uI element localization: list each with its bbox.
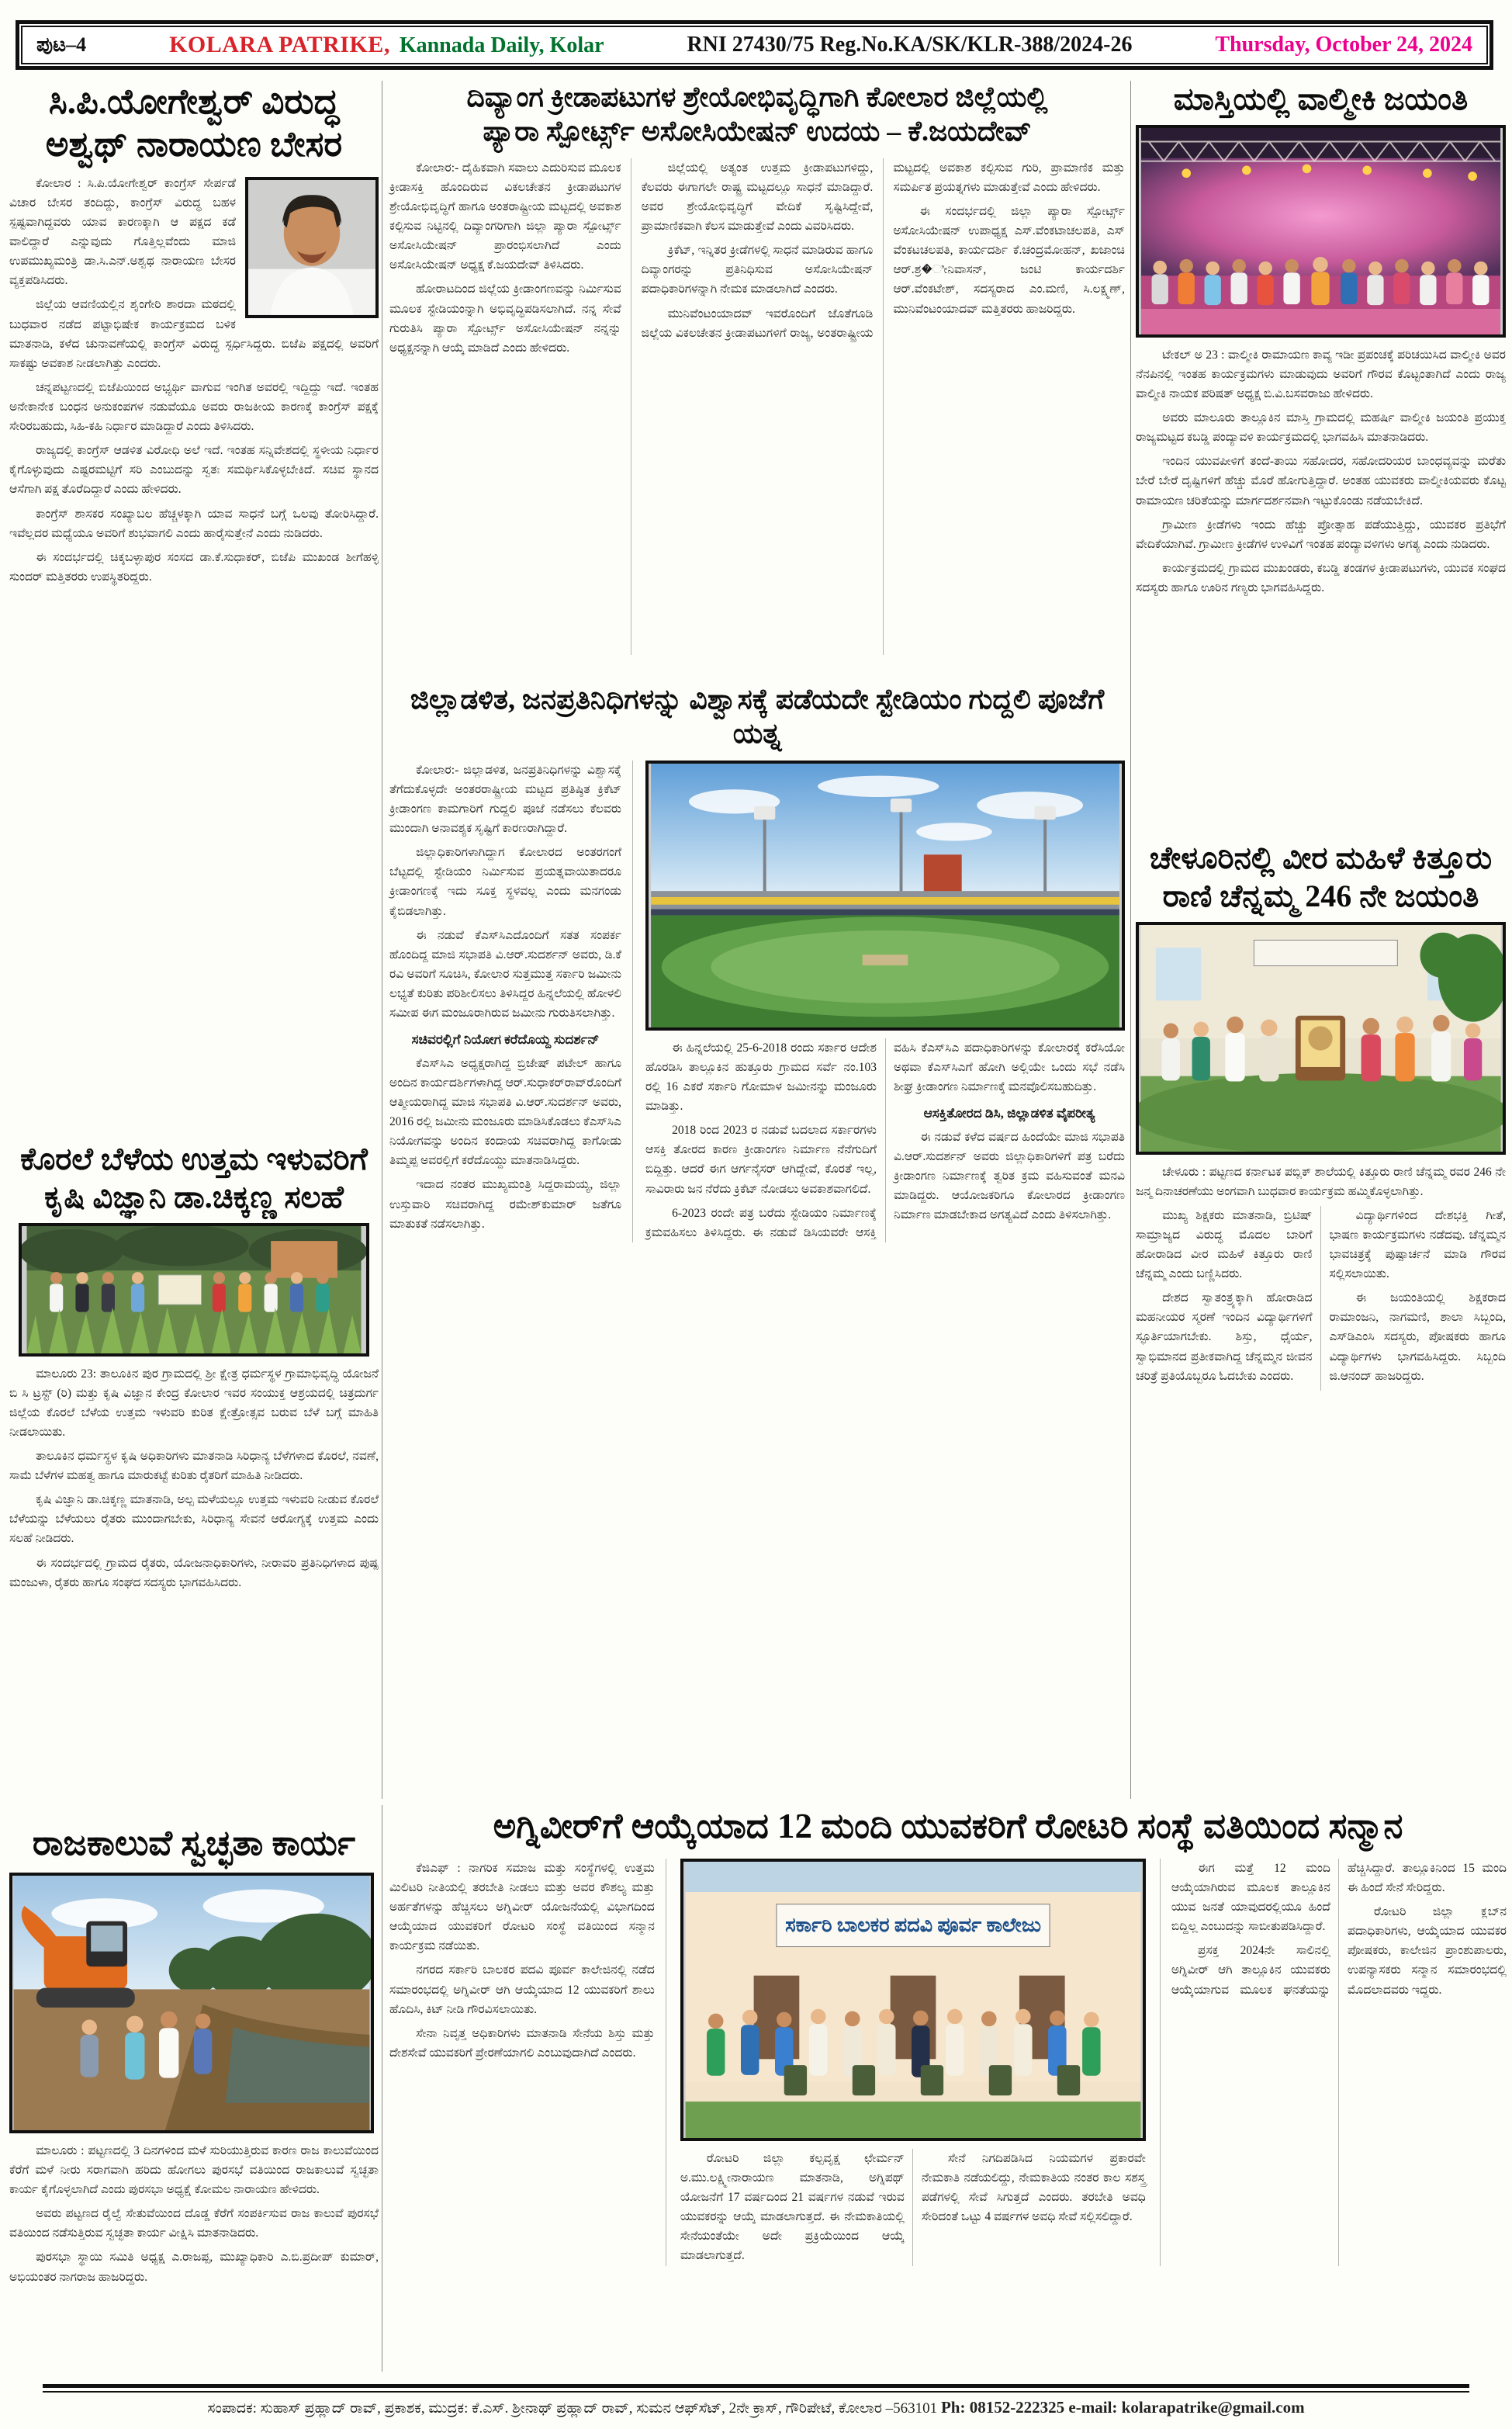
footer-rule-thick bbox=[43, 2384, 1469, 2388]
body-paragraph: ಅವರು ಮಾಲೂರು ತಾಲ್ಲೂಕಿನ ಮಾಸ್ತಿ ಗ್ರಾಮದಲ್ಲಿ ಮಹರ್ಷಿ ವಾಲ್ಮೀಕಿ ಜಯಂತಿ ಪ್ರಯುಕ್ತ ರಾಜ್ಯಮಟ್ಟದ ಕಬಡ್ಡಿ ಪಂದ್ಯಾವಳಿ ಕಾರ್ಯಕ್ರಮದಲ್ಲಿ ಭಾಗವಹಿಸಿ ಮಾತನಾಡಿದರು. bbox=[1136, 411, 1506, 445]
stadium-subhead-left: ಸಚಿವರಲ್ಲಿಗೆ ನಿಯೋಗ ಕರೆದೊಯ್ದ ಸುದರ್ಶನ್ bbox=[411, 1032, 600, 1048]
article-para-sports-headline-line2: ಪ್ಯಾರಾ ಸ್ಪೋರ್ಟ್ಸ್ ಅಸೋಸಿಯೇಷನ್ ಉದಯ – ಕೆ.ಜಯದೇವ್ bbox=[483, 115, 1032, 147]
article-chennamma-lead bbox=[1136, 1163, 1506, 1201]
body-paragraph: ಇದಾದ ನಂತರ ಮುಖ್ಯಮಂತ್ರಿ ಸಿದ್ದರಾಮಯ್ಯ, ಜಿಲ್ಲಾ ಉಸ್ತುವಾರಿ ಸಚಿವರಾಗಿದ್ದ ರಮೇಶ್‌ಕುಮಾರ್ ಜತೆಗೂ ಮಾತುಕತೆ ನಡೆಸಲಾಗಿತ್ತು. bbox=[389, 1178, 621, 1231]
body-paragraph: ರೋಟರಿ ಜಿಲ್ಲಾ ಕ್ಲಬ್‌ನ ಪದಾಧಿಕಾರಿಗಳು, ಆಯ್ಕೆಯಾದ ಯುವಕರ ಪೋಷಕರು, ಕಾಲೇಜಿನ ಪ್ರಾಂಶುಪಾಲರು, ಉಪನ್ಯಾಸಕರು ಸನ್ಮಾನ ಸಮಾರಂಭದಲ್ಲಿ ಮೊದಲಾದವರು ಇದ್ದರು. bbox=[1347, 1905, 1507, 1997]
footer-rule-thin bbox=[43, 2391, 1469, 2393]
body-paragraph: ಈಗ ಮತ್ತೆ 12 ಮಂದಿ ಆಯ್ಕೆಯಾಗಿರುವ ಮೂಲಕ ತಾಲ್ಲೂಕಿನ ಯುವ ಜನತೆ ಯಾವುದರಲ್ಲಿಯೂ ಹಿಂದೆ ಬಿದ್ದಿಲ್ಲ ಎಂಬುದನ್ನು ಸಾಬೀತುಪಡಿಸಿದ್ದಾರೆ. bbox=[1171, 1861, 1330, 1934]
body-paragraph: ಜಿಲ್ಲಾಧಿಕಾರಿಗಳಾಗಿದ್ದಾಗ ಕೋಲಾರದ ಅಂತರಗಂಗೆ ಬೆಟ್ಟದಲ್ಲಿ ಸ್ಟೇಡಿಯಂ ನಿರ್ಮಿಸುವ ಪ್ರಯತ್ನವಾಯಿತಾದರೂ ಕ್ರೀಡಾಂಗಣಕ್ಕೆ ಇದು ಸೂಕ್ತ ಸ್ಥಳವಲ್ಲ ಎಂದು ಮನಗಂಡು ಕೈಬಿಡಲಾಗಿತ್ತು. bbox=[389, 846, 621, 918]
publisher-text: ಸಂಪಾದಕ: ಸುಹಾಸ್ ಪ್ರಹ್ಲಾದ್ ರಾವ್, ಪ್ರಕಾಶಕ, ಮುದ್ರಕ: ಕೆ.ಎಸ್. ಶ್ರೀನಾಥ್ ಪ್ರಹ್ಲಾದ್ ರಾವ್, ಸುಮನ ಆಫ್‌ಸೆಟ್, 2ನೇ ಕ್ರಾಸ್, ಗೌರಿಪೇಟೆ, ಕೋಲಾರ –563101 bbox=[207, 2400, 938, 2417]
body-paragraph: ಮಾಲೂರು : ಪಟ್ಟಣದಲ್ಲಿ 3 ದಿನಗಳಿಂದ ಮಳೆ ಸುರಿಯುತ್ತಿರುವ ಕಾರಣ ರಾಜ ಕಾಲುವೆಯಿಂದ ಕೆರೆಗೆ ಮಳೆ ನೀರು ಸರಾಗವಾಗಿ ಹರಿದು ಹೋಗಲು ಪುರಸಭೆ ವತಿಯಿಂದ ರಾಜಕಾಲುವೆ ಸ್ವಚ್ಛತಾ ಕಾರ್ಯ ಕೈಗೊಳ್ಳಲಾಗಿದೆ ಎಂದು ಪುರಸಭಾ ಅಧ್ಯಕ್ಷೆ ಕೋಮಲ ನಾರಾಯಣ ಹೇಳಿದರು. bbox=[9, 2143, 379, 2197]
article-agniveer-left-column bbox=[389, 1859, 666, 2266]
stadium-left-paragraphs2 bbox=[389, 1054, 621, 1234]
article-agniveer-right-columns bbox=[1160, 1859, 1507, 2266]
article-stadium-left-column bbox=[389, 761, 633, 1242]
page-number-label: ಪುಟ–4 bbox=[36, 33, 87, 56]
chennamma-lead-paragraph: ಚೇಳೂರು : ಪಟ್ಟಣದ ಕರ್ನಾಟಕ ಪಬ್ಲಿಕ್ ಶಾಲೆಯಲ್ಲಿ ಕಿತ್ತೂರು ರಾಣಿ ಚೆನ್ನಮ್ಮ ರವರ 246 ನೇ ಜನ್ಮ ದಿನಾಚರಣೆಯು ಅಂಗವಾಗಿ ಬುಧವಾರ ಕಾರ್ಯಕ್ರಮ ಹಮ್ಮಿಕೊಳ್ಳಲಾಗಿತ್ತು. bbox=[1136, 1165, 1506, 1198]
article-agniveer-headline: ಅಗ್ನಿವೀರ್‌ಗೆ ಆಯ್ಕೆಯಾದ 12 ಮಂದಿ ಯುವಕರಿಗೆ ರೋಟರಿ ಸಂಸ್ಥೆ ವತಿಯಿಂದ ಸನ್ಮಾನ bbox=[493, 1807, 1403, 1845]
article-agniveer bbox=[389, 1805, 1507, 2365]
article-chennamma bbox=[1136, 840, 1506, 1794]
body-paragraph: ಜಿಲ್ಲೆಯಲ್ಲಿ ಅತ್ಯಂತ ಉತ್ತಮ ಕ್ರೀಡಾಪಟುಗಳಿದ್ದು, ಕೆಲವರು ಈಗಾಗಲೇ ರಾಷ್ಟ್ರ ಮಟ್ಟದಲ್ಲೂ ಸಾಧನೆ ಮಾಡಿದ್ದಾರೆ. ಅವರ ಶ್ರೇಯೋಭಿವೃದ್ಧಿಗೆ ವೇದಿಕೆ ಸೃಷ್ಟಿಸಿದ್ದೇವೆ, ಪ್ರಾಮಾಣಿಕವಾಗಿ ಕೆಲಸ ಮಾಡುತ್ತೇವೆ ಎಂದು ವಿವರಿಸಿದರು. bbox=[641, 161, 874, 234]
body-paragraph: ವಿದ್ಯಾರ್ಥಿಗಳಿಂದ ದೇಶಭಕ್ತಿ ಗೀತೆ, ಭಾಷಣ ಕಾರ್ಯಕ್ರಮಗಳು ನಡೆದವು. ಚೆನ್ನಮ್ಮನ ಭಾವಚಿತ್ರಕ್ಕೆ ಪುಷ್ಪಾರ್ಚನೆ ಮಾಡಿ ಗೌರವ ಸಲ್ಲಿಸಲಾಯಿತು. bbox=[1329, 1208, 1506, 1281]
article-para-sports bbox=[389, 81, 1125, 680]
stadium-subhead-right: ಆಸಕ್ತಿತೋರದ ಡಿಸಿ, ಜಿಲ್ಲಾಡಳಿತ ವೈಪರೀತ್ಯ bbox=[923, 1106, 1095, 1121]
article-cp-yogeshwar-headline: ಸಿ.ಪಿ.ಯೋಗೇಶ್ವರ್ ವಿರುದ್ಧ ಅಶ್ವಥ್ ನಾರಾಯಣ ಬೇಸರ bbox=[45, 82, 343, 164]
body-paragraph: ಸೇನೆ ನಿಗದಿಪಡಿಸಿದ ನಿಯಮಗಳ ಪ್ರಕಾರವೇ ನೇಮಕಾತಿ ನಡೆಯಲಿದ್ದು, ನೇಮಕಾತಿಯ ನಂತರ ಕಾಲ ಸಶಸ್ತ್ರ ಪಡೆಗಳಲ್ಲಿ ಸೇವೆ ಸಿಗುತ್ತದೆ ಎಂದರು. ತರಬೇತಿ ಅವಧಿ ಸೇರಿದಂತೆ ಒಟ್ಟು 4 ವರ್ಷಗಳ ಅವಧಿ ಸೇವೆ ಸಲ್ಲಿಸಲಿದ್ದಾರೆ. bbox=[921, 2151, 1146, 2224]
body-paragraph: ದೇಶದ ಸ್ವಾತಂತ್ರ್ಯಕ್ಕಾಗಿ ಹೋರಾಡಿದ ಮಹನೀಯರ ಸ್ಮರಣೆ ಇಂದಿನ ವಿದ್ಯಾರ್ಥಿಗಳಿಗೆ ಸ್ಫೂರ್ತಿಯಾಗಬೇಕು. ಶಿಸ್ತು, ಧೈರ್ಯ, ಸ್ವಾಭಿಮಾನದ ಪ್ರತೀಕವಾಗಿದ್ದ ಚೆನ್ನಮ್ಮನ ಜೀವನ ಚರಿತ್ರೆ ಪ್ರತಿಯೊಬ್ಬರೂ ಓದಬೇಕು ಎಂದರು. bbox=[1136, 1291, 1313, 1383]
article-para-sports-body bbox=[389, 158, 1125, 655]
body-paragraph: ಈ ಜಯಂತಿಯಲ್ಲಿ ಶಿಕ್ಷಕರಾದ ರಾಮಾಂಜನಿ, ನಾಗಮಣಿ, ಶಾಲಾ ಸಿಬ್ಬಂದಿ, ಎಸ್‌ಡಿಎಂಸಿ ಸದಸ್ಯರು, ಪೋಷಕರು ಹಾಗೂ ವಿದ್ಯಾರ್ಥಿಗಳು ಭಾಗವಹಿಸಿದ್ದರು. ಸಿಬ್ಬಂದಿ ಜಿ.ಆನಂದ್ ಹಾಜರಿದ್ದರು. bbox=[1329, 1291, 1506, 1383]
body-paragraph: ಪ್ರಸಕ್ತ 2024ನೇ ಸಾಲಿನಲ್ಲಿ ಅಗ್ನಿವೀರ್ ಆಗಿ ತಾಲ್ಲೂಕಿನ ಯುವಕರು ಆಯ್ಕೆಯಾಗುವ ಮೂಲಕ ಘನತೆಯನ್ನು ಹೆಚ್ಚಿಸಿದ್ದಾರೆ. ತಾಲ್ಲೂಕಿನಿಂದ 15 ಮಂದಿ ಈ ಹಿಂದೆ ಸೇನೆ ಸೇರಿದ್ದರು. bbox=[1171, 1861, 1507, 1997]
body-paragraph: ಇಂದಿನ ಯುವಪೀಳಿಗೆ ತಂದೆ-ತಾಯಿ ಸಹೋದರ, ಸಹೋದರಿಯರ ಬಾಂಧವ್ಯವನ್ನು ಮರೆತು ಬೇರೆ ಬೇರೆ ದೃಷ್ಟಿಗಳಿಗೆ ಹೆಚ್ಚು ಮೊರೆ ಹೋಗುತ್ತಿದ್ದಾರೆ. ಅಂತಹ ಯುವಕರು ವಾಲ್ಮೀಕಿಯವರು ಕೊಟ್ಟ ರಾಮಾಯಣ ಚರಿತೆಯನ್ನು ಮಾರ್ಗದರ್ಶನವಾಗಿ ಇಟ್ಟುಕೊಂಡು ನಡೆಯಬೇಕಿದೆ. bbox=[1136, 455, 1506, 508]
registration-number: RNI 27430/75 Reg.No.KA/SK/KLR-388/2024-26 bbox=[687, 33, 1133, 57]
article-chennamma-headline-line2: ರಾಣಿ ಚೆನ್ನಮ್ಮ 246 ನೇ ಜಯಂತಿ bbox=[1162, 878, 1479, 913]
body-paragraph: ಈ ಸಂದರ್ಭದಲ್ಲಿ ಗ್ರಾಮದ ರೈತರು, ಯೋಜನಾಧಿಕಾರಿಗಳು, ನೀರಾವರಿ ಪ್ರತಿನಿಧಿಗಳಾದ ಪುಷ್ಪ ಮಂಜುಳಾ, ರೈತರು ಹಾಗೂ ಸಂಘದ ಸದಸ್ಯರು ಭಾಗವಹಿಸಿದರು. bbox=[9, 1556, 379, 1589]
body-paragraph: ಕಾರ್ಯಕ್ರಮದಲ್ಲಿ ಗ್ರಾಮದ ಮುಖಂಡರು, ಕಬಡ್ಡಿ ತಂಡಗಳ ಕ್ರೀಡಾಪಟುಗಳು, ಯುವಕ ಸಂಘದ ಸದಸ್ಯರು ಹಾಗೂ ಊರಿನ ಗಣ್ಯರು ಭಾಗವಹಿಸಿದ್ದರು. bbox=[1136, 561, 1506, 594]
masthead bbox=[16, 20, 1493, 70]
body-paragraph: ಮುನಿವೆಂಟಂಯಾದವ್ ಇವರೊಂದಿಗೆ ಜೊತೆಗೂಡಿ ಜಿಲ್ಲೆಯ ವಿಕಲಚೇತನ ಕ್ರೀಡಾಪಟುಗಳಿಗೆ ರಾಜ್ಯ, ಅಂತರಾಷ್ಟ್ರೀಯ ಮಟ್ಟದಲ್ಲಿ ಅವಕಾಶ ಕಲ್ಪಿಸುವ ಗುರಿ, ಪ್ರಾಮಾಣಿಕ ಮತ್ತು ಸಮರ್ಪಿತ ಪ್ರಯತ್ನಗಳು ಮಾಡುತ್ತೇವೆ ಎಂದು ಹೇಳಿದರು. bbox=[641, 161, 1125, 340]
ashwath-narayan-portrait-photo bbox=[245, 177, 379, 318]
body-paragraph: ಈ ನಡುವೆ ಕಳೆದ ವರ್ಷದ ಹಿಂದೆಯೇ ಮಾಜಿ ಸಭಾಪತಿ ವಿ.ಆರ್.ಸುದರ್ಶನ್ ಅವರು ಜಿಲ್ಲಾಧಿಕಾರಿಗಳಿಗೆ ಪತ್ರ ಬರೆದು ಕ್ರೀಡಾಂಗಣ ನಿರ್ಮಾಣಕ್ಕೆ ತ್ವರಿತ ಕ್ರಮ ವಹಿಸುವಂತೆ ಮನವಿ ಮಾಡಿದ್ದರು. ಆಯೋಜಕರಿಗೂ ಕೋಲಾರದ ಕ್ರೀಡಾಂಗಣ ನಿರ್ಮಾಣ ಮಾಡಬೇಕಾದ ಅಗತ್ಯವಿದೆ ಎಂದು ತಿಳಿಸಲಾಗಿತ್ತು. bbox=[894, 1130, 1125, 1222]
body-paragraph: ಹೋರಾಟದಿಂದ ಜಿಲ್ಲೆಯ ಕ್ರೀಡಾಂಗಣವನ್ನು ನಿರ್ಮಿಸುವ ಮೂಲಕ ಸ್ಟೇಡಿಯಂನ್ನಾಗಿ ಅಭಿವೃದ್ಧಿಪಡಿಸಲಾಗಿದೆ. ನನ್ನ ಸೇವೆ ಗುರುತಿಸಿ ಪ್ಯಾರಾ ಸ್ಪೋರ್ಟ್ಸ್ ಅಸೋಸಿಯೇಷನ್ ನನ್ನನ್ನು ಅಧ್ಯಕ್ಷನನ್ನಾಗಿ ಆಯ್ಕೆ ಮಾಡಿದೆ ಎಂದು ಹೇಳಿದರು. bbox=[389, 282, 621, 355]
article-stadium bbox=[389, 683, 1125, 1785]
body-paragraph: ಈ ಸಂದರ್ಭದಲ್ಲಿ ಚಿಕ್ಕಬಳ್ಳಾಪುರ ಸಂಸದ ಡಾ.ಕೆ.ಸುಧಾಕರ್, ಬಿಜೆಪಿ ಮುಖಂಡ ಶೀಗೆಹಳ್ಳಿ ಸುಂದರ್ ಮತ್ತಿತರರು ಉಪಸ್ಥಿತರಿದ್ದರು. bbox=[9, 550, 379, 584]
paper-title-group bbox=[169, 32, 604, 58]
agniveer-college-photo bbox=[680, 1859, 1146, 2141]
body-paragraph: ಮಾಲೂರು 23: ತಾಲೂಕಿನ ಪುರ ಗ್ರಾಮದಲ್ಲಿ ಶ್ರೀ ಕ್ಷೇತ್ರ ಧರ್ಮಸ್ಥಳ ಗ್ರಾಮಾಭಿವೃದ್ಧಿ ಯೋಜನೆ ಬಿ ಸಿ ಟ್ರಸ್ಟ್ (ರಿ) ಮತ್ತು ಕೃಷಿ ವಿಜ್ಞಾನ ಕೇಂದ್ರ ಕೋಲಾರ ಇವರ ಸಂಯುಕ್ತ ಆಶ್ರಯದಲ್ಲಿ ಚಿತ್ರದುರ್ಗ ಜಿಲ್ಲೆಯ ಕೊರಲೆ ಬೆಳೆಯ ಉತ್ತಮ ಇಳುವರಿ ಕುರಿತ ಕ್ಷೇತ್ರೋತ್ಸವ ಬರುವ ಬೆಳೆ ಬಗ್ಗೆ ಮಾಹಿತಿ ನೀಡಲಾಯಿತು. bbox=[9, 1367, 379, 1439]
article-rajakaluve bbox=[9, 1822, 379, 2365]
body-paragraph: ರೋಟರಿ ಜಿಲ್ಲಾ ಕಲ್ಪವೃಕ್ಷ ಛೇರ್ಮನ್ ಅ.ಮು.ಲಕ್ಷ್ಮೀನಾರಾಯಣ ಮಾತನಾಡಿ, ಅಗ್ನಿಪಥ್ ಯೋಜನೆಗೆ 17 ವರ್ಷದಿಂದ 21 ವರ್ಷಗಳ ನಡುವೆ ಇರುವ ಯುವಕರನ್ನು ಆಯ್ಕೆ ಮಾಡಲಾಗುತ್ತದೆ. ಈ ನೇಮಕಾತಿಯಲ್ಲಿ ಸೇನೆಯಂತೆಯೇ ಅದೇ ಪ್ರಕ್ರಿಯೆಯಿಂದ ಆಯ್ಕೆ ಮಾಡಲಾಗುತ್ತದೆ. bbox=[680, 2151, 905, 2263]
canal-cleaning-excavator-photo bbox=[9, 1873, 374, 2133]
body-paragraph: ಪುರಸಭಾ ಸ್ಥಾಯಿ ಸಮಿತಿ ಅಧ್ಯಕ್ಷ ಎ.ರಾಜಪ್ಪ, ಮುಖ್ಯಾಧಿಕಾರಿ ಎ.ಬಿ.ಪ್ರದೀಪ್ ಕುಮಾರ್, ಅಭಿಯಂತರ ನಾಗರಾಜ ಹಾಜರಿದ್ದರು. bbox=[9, 2251, 379, 2284]
article-chennamma-body bbox=[1136, 1206, 1506, 1391]
article-agniveer-center-columns bbox=[680, 2149, 1146, 2266]
body-paragraph: ಕೆಜಿಎಫ್ : ನಾಗರಿಕ ಸಮಾಜ ಮತ್ತು ಸಂಸ್ಥೆಗಳಲ್ಲಿ ಉತ್ತಮ ಮಿಲಿಟರಿ ನೀತಿಯಲ್ಲಿ ತರಬೇತಿ ನೀಡಲು ಮತ್ತು ಅವರ ಕೌಶಲ್ಯ ಮತ್ತು ಅರ್ಹತೆಗಳನ್ನು ಹೆಚ್ಚಿಸಲು ಅಗ್ನಿವೀರ್ ಯೋಜನೆಯಲ್ಲಿ ವಿಭಾಗದಿಂದ ಆಯ್ಕೆಯಾದ ಯುವಕರಿಗೆ ರೋಟರಿ ಸಂಸ್ಥೆ ವತಿಯಿಂದ ಸನ್ಮಾನ ಕಾರ್ಯಕ್ರಮ ನಡೆಯಿತು. bbox=[389, 1861, 655, 1953]
stadium-left-paragraphs bbox=[389, 761, 621, 1023]
article-rajakaluve-body bbox=[9, 2141, 379, 2287]
article-korale-headline: ಕೊರಲೆ ಬೆಳೆಯ ಉತ್ತಮ ಇಳುವರಿಗೆ ಕೃಷಿ ವಿಜ್ಞಾನಿ ಡಾ.ಚಿಕ್ಕಣ್ಣ ಸಲಹೆ bbox=[20, 1142, 368, 1214]
body-paragraph: ಈ ನಡುವೆ ಕೆಎಸ್‌ಸಿಎದೊಂದಿಗೆ ಸತತ ಸಂಪರ್ಕ ಹೊಂದಿದ್ದ ಮಾಜಿ ಸಭಾಪತಿ ವಿ.ಆರ್.ಸುದರ್ಶನ್ ಅವರು, ಡಿ.ಕೆ ರವಿ ಅವರಿಗೆ ಸೂಚಿಸಿ, ಕೋಲಾರ ಸುತ್ತಮುತ್ತ ಸರ್ಕಾರಿ ಜಮೀನು ಲಭ್ಯತೆ ಕುರಿತು ಪರಿಶೀಲಿಸಲು ತಿಳಿಸಿದ್ದರ ಹಿನ್ನಲೆಯಲ್ಲಿ ಹೋಳಲಿ ಸಮೀಪ ಈಗ ಮಂಜೂರಾಗಿರುವ ಜಮೀನು ಗುರುತಿಸಲಾಗಿತ್ತು. bbox=[389, 928, 621, 1020]
article-valmiki bbox=[1136, 81, 1506, 841]
article-korale bbox=[9, 1141, 379, 1816]
chennamma-jayanti-photo bbox=[1136, 922, 1506, 1155]
body-paragraph: 6-2023 ರಂದೇ ಪತ್ರ ಬರೆದು ಸ್ಟೇಡಿಯಂ ನಿರ್ಮಾಣಕ್ಕೆ ಕ್ರಮವಹಿಸಲು ತಿಳಿಸಿದ್ದರು. ಈ ನಡುವೆ ಡಿಸಿಯವರೇ ಆಸಕ್ತಿ ವಹಿಸಿ ಕೆಎಸ್‌ಸಿಎ ಪದಾಧಿಕಾರಿಗಳನ್ನು ಕೋಲಾರಕ್ಕೆ ಕರೆಸಿಯೋ ಅಥವಾ ಕೆಎಸ್‌ಸಿಎಗೆ ಹೋಗಿ ಅಲ್ಲಿಯೇ ಒಂದು ಸಭೆ ನಡೆಸಿ ಶೀಘ್ರ ಕ್ರೀಡಾಂಗಣ ನಿರ್ಮಾಣಕ್ಕೆ ಮನವೊಲಿಸಬಹುದಿತ್ತು. bbox=[645, 1041, 1125, 1239]
article-cp-yogeshwar bbox=[9, 81, 379, 1136]
issue-date: Thursday, October 24, 2024 bbox=[1215, 33, 1472, 57]
paper-subtitle: Kannada Daily, Kolar bbox=[399, 33, 604, 57]
body-paragraph: ಜಿಲ್ಲೆಯ ಆವಣಿಯಲ್ಲಿನ ಶೃಂಗೇರಿ ಶಾರದಾ ಮಠದಲ್ಲಿ ಬುಧವಾರ ನಡೆದ ಪಟ್ಟಾಭಿಷೇಕ ಕಾರ್ಯಕ್ರಮದ ಬಳಿಕ ಮಾತನಾಡಿ, ಕಳೆದ ಚುನಾವಣೆಯಲ್ಲಿ ಕಾಂಗ್ರೆಸ್ ವಿರುದ್ಧ ಸ್ಪರ್ಧಿಸಿದ್ದರು. ಬಿಜೆಪಿ ಪಕ್ಷದಲ್ಲಿ ಅವರಿಗೆ ಸಾಕಷ್ಟು ಅವಕಾಶ ನೀಡಲಾಗಿತ್ತು ಎಂದರು. bbox=[9, 298, 379, 370]
body-paragraph: ತಾಲೂಕಿನ ಧರ್ಮಸ್ಥಳ ಕೃಷಿ ಅಧಿಕಾರಿಗಳು ಮಾತನಾಡಿ ಸಿರಿಧಾನ್ಯ ಬೆಳೆಗಳಾದ ಕೊರಲೆ, ನವಣೆ, ಸಾಮೆ ಬೆಳೆಗಳ ಮಹತ್ವ ಹಾಗೂ ಮಾರುಕಟ್ಟೆ ಕುರಿತು ರೈತರಿಗೆ ಮಾಹಿತಿ ನೀಡಿದರು. bbox=[9, 1450, 379, 1483]
column-divider bbox=[1130, 81, 1131, 1799]
body-paragraph: ಈ ಹಿನ್ನಲೆಯಲ್ಲಿ 25-6-2018 ರಂದು ಸರ್ಕಾರ ಆದೇಶ ಹೊರಡಿಸಿ ತಾಲ್ಲೂಕಿನ ಹುತ್ತೂರು ಗ್ರಾಮದ ಸರ್ವೆ ನಂ.103 ರಲ್ಲಿ 16 ಎಕರೆ ಸರ್ಕಾರಿ ಗೋಮಾಳ ಜಮೀನನ್ನು ಮಂಜೂರು ಮಾಡಿತ್ತು. bbox=[645, 1041, 877, 1114]
article-stadium-headline: ಜಿಲ್ಲಾಡಳಿತ, ಜನಪ್ರತಿನಿಧಿಗಳನ್ನು ವಿಶ್ವಾಸಕ್ಕೆ ಪಡೆಯದೇ ಸ್ಟೇಡಿಯಂ ಗುದ್ದಲಿ ಪೂಜೆಗೆ ಯತ್ನ bbox=[410, 684, 1105, 749]
article-valmiki-body bbox=[1136, 345, 1506, 598]
body-paragraph: ಈ ಸಂದರ್ಭದಲ್ಲಿ ಜಿಲ್ಲಾ ಪ್ಯಾರಾ ಸ್ಪೋರ್ಟ್ಸ್ ಅಸೋಸಿಯೇಷನ್ ಉಪಾಧ್ಯಕ್ಷ ಎಸ್.ವೆಂಕಟಾಚಲಪತಿ, ಎಸ್ ವೆಂಕಟಚಲಪತಿ, ಕಾರ್ಯದರ್ಶಿ ಕೆ.ಚಂದ್ರಮೋಹನ್, ಖಜಾಂಚಿ ಆರ್.ಶ್ರ�ೀನಿವಾಸನ್, ಜಂಟಿ ಕಾರ್ಯದರ್ಶಿ ಆರ್.ವೆಂಕಟೇಶ್, ಸದಸ್ಯರಾದ ಎಂ.ಮಣಿ, ಸಿ.ಲಕ್ಷ್ಮಣ್, ಮುನಿವೆಂಟಂಯಾದವ್ ಮತ್ತಿತರರು ಹಾಜರಿದ್ದರು. bbox=[893, 205, 1125, 316]
body-paragraph: ಸೇನಾ ನಿವೃತ್ತ ಅಧಿಕಾರಿಗಳು ಮಾತನಾಡಿ ಸೇನೆಯ ಶಿಸ್ತು ಮತ್ತು ದೇಶಸೇವೆ ಯುವಕರಿಗೆ ಪ್ರೇರಣೆಯಾಗಲಿ ಎಂಬುವುದಾಗಿದೆ ಎಂದರು. bbox=[389, 2026, 655, 2060]
article-valmiki-headline: ಮಾಸ್ತಿಯಲ್ಲಿ ವಾಲ್ಮೀಕಿ ಜಯಂತಿ bbox=[1173, 81, 1469, 116]
body-paragraph: ಕಾಂಗ್ರೆಸ್ ಶಾಸಕರ ಸಂಖ್ಯಾಬಲ ಹೆಚ್ಚಳಕ್ಕಾಗಿ ಯಾವ ಸಾಧನೆ ಬಗ್ಗೆ ಒಲವು ತೋರಿಸಿದ್ದಾರೆ. ಇವೆಲ್ಲದರ ಮಧ್ಯೆಯೂ ಅವರಿಗೆ ಶುಭವಾಗಲಿ ಎಂದು ಹಾರೈಸುತ್ತೇನೆ ಎಂದು ನುಡಿದರು. bbox=[9, 507, 379, 540]
body-paragraph: ಟೇಕಲ್ ಅ 23 : ವಾಲ್ಮೀಕಿ ರಾಮಾಯಣ ಕಾವ್ಯ ಇಡೀ ಪ್ರಪಂಚಕ್ಕೆ ಪರಿಚಯಿಸಿದ ವಾಲ್ಮೀಕಿ ಅವರ ನೆನಪಿನಲ್ಲಿ ಇಂತಹ ಕಾರ್ಯಕ್ರಮಗಳು ಮಾಡುವುದು ಅವರಿಗೆ ಗೌರವ ಕೊಟ್ಟಂತಾಗಿದೆ ಎಂದು ರಾಜ್ಯ ವಾಲ್ಮೀಕಿ ನಾಯಕ ಪರಿಷತ್ ಅಧ್ಯಕ್ಷ ಬಿ.ವಿ.ಬಸವರಾಜು ಹೇಳಿದರು. bbox=[1136, 348, 1506, 401]
stadium-right-paragraphs2 bbox=[894, 1128, 1125, 1225]
body-paragraph: ಕೋಲಾರ : ಸಿ.ಪಿ.ಯೋಗೇಶ್ವರ್ ಕಾಂಗ್ರೆಸ್ ಸೇರ್ಪಡೆ ವಿಚಾರ ಬೇಸರ ತಂದಿದ್ದು, ಕಾಂಗ್ರೆಸ್ ವಿರುದ್ಧ ಬಹಳ ಸ್ಪಷ್ಟವಾಗಿದ್ದವರು ಯಾವ ಕಾರಣಕ್ಕಾಗಿ ಆ ಪಕ್ಷದ ಕಡೆ ವಾಲಿದ್ದಾರೆ ಎನ್ನುವುದು ಗೊತ್ತಿಲ್ಲವೆಂದು ಮಾಜಿ ಉಪಮುಖ್ಯಮಂತ್ರಿ ಡಾ.ಸಿ.ಎನ್.ಅಶ್ವಥ ನಾರಾಯಣ ಬೇಸರ ವ್ಯಕ್ತಪಡಿಸಿದರು. bbox=[9, 176, 236, 288]
body-paragraph: ಕೆಎಸ್‌ಸಿಎ ಅಧ್ಯಕ್ಷರಾಗಿದ್ದ ಬ್ರಿಜೇಷ್ ಪಟೇಲ್ ಹಾಗೂ ಅಂದಿನ ಕಾರ್ಯದರ್ಶಿಗಳಾಗಿದ್ದ ಆರ್.ಸುಧಾಕರ್‌ರಾವ್‌ರೊಂದಿಗೆ ಆತ್ಮೀಯರಾಗಿದ್ದ ಮಾಜಿ ಸಭಾಪತಿ ವಿ.ಆರ್.ಸುದರ್ಶನ್ ಅವರು, 2016 ರಲ್ಲಿ ಜಮೀನು ಮಂಜೂರು ಮಾಡಿಸಿಕೊಡಲು ಕೆಎಸ್‌ಸಿಎ ನಿಯೋಗವನ್ನು ಅಂದಿನ ಕಂದಾಯ ಸಚಿವರಾಗಿದ್ದ ಕಾಗೋಡು ತಿಮ್ಮಪ್ಪ ಅವರಲ್ಲಿಗೆ ಕರೆದೊಯ್ದು ಮಾತನಾಡಿಸಿದ್ದರು. bbox=[389, 1056, 621, 1168]
article-korale-body bbox=[9, 1364, 379, 1592]
article-chennamma-headline-line1: ಚೇಳೂರಿನಲ್ಲಿ ವೀರ ಮಹಿಳೆ ಕಿತ್ತೂರು bbox=[1149, 840, 1493, 875]
body-paragraph: ಕ್ರಿಕೆಟ್, ಇನ್ನಿತರ ಕ್ರೀಡೆಗಳಲ್ಲಿ ಸಾಧನೆ ಮಾಡಿರುವ ಹಾಗೂ ದಿವ್ಯಾಂಗರನ್ನು ಪ್ರತಿನಿಧಿಸುವ ಅಸೋಸಿಯೇಷನ್ ಪದಾಧಿಕಾರಿಗಳನ್ನಾಗಿ ನೇಮಕ ಮಾಡಲಾಗಿದೆ ಎಂದರು. bbox=[641, 244, 874, 296]
masthead-inner bbox=[21, 26, 1488, 64]
body-paragraph: ರಾಜ್ಯದಲ್ಲಿ ಕಾಂಗ್ರೆಸ್ ಆಡಳಿತ ವಿರೋಧಿ ಅಲೆ ಇದೆ. ಇಂತಹ ಸನ್ನಿವೇಶದಲ್ಲಿ ಸ್ಥಳೀಯ ನಿರ್ಧಾರ ಕೈಗೊಳ್ಳುವುದು ಎಷ್ಟರಮಟ್ಟಿಗೆ ಸರಿ ಎಂಬುದನ್ನು ಸ್ವತಃ ಸಮರ್ಥಿಸಿಕೊಳ್ಳಬೇಕಿದೆ. ಸಚಿವ ಸ್ಥಾನದ ಆಸೆಗಾಗಿ ಪಕ್ಷ ತೊರೆದಿದ್ದಾರೆ ಎಂದು ಹೇಳಿದರು. bbox=[9, 444, 379, 497]
body-paragraph: ಅವರು ಪಟ್ಟಣದ ರೈಲ್ವೆ ಸೇತುವೆಯಿಂದ ದೊಡ್ಡ ಕೆರೆಗೆ ಸಂಪರ್ಕಿಸುವ ರಾಜ ಕಾಲುವೆ ಪುರಸಭೆ ವತಿಯಿಂದ ನಡೆಸುತ್ತಿರುವ ಸ್ವಚ್ಛತಾ ಕಾರ್ಯ ವೀಕ್ಷಿಸಿ ಮಾತನಾಡಿದರು. bbox=[9, 2207, 379, 2240]
paper-name: KOLARA PATRIKE, bbox=[169, 32, 390, 57]
article-stadium-right-columns bbox=[645, 1038, 1125, 1242]
article-rajakaluve-headline: ರಾಜಕಾಲುವೆ ಸ್ವಚ್ಛತಾ ಕಾರ್ಯ bbox=[32, 1824, 356, 1862]
korale-field-photo bbox=[19, 1223, 369, 1357]
footer-publisher-line bbox=[0, 2398, 1512, 2417]
body-paragraph: ಮುಖ್ಯ ಶಿಕ್ಷಕರು ಮಾತನಾಡಿ, ಬ್ರಿಟಿಷ್ ಸಾಮ್ರಾಜ್ಯದ ವಿರುದ್ಧ ಮೊದಲ ಬಾರಿಗೆ ಹೋರಾಡಿದ ವೀರ ಮಹಿಳೆ ಕಿತ್ತೂರು ರಾಣಿ ಚೆನ್ನಮ್ಮ ಎಂದು ಬಣ್ಣಿಸಿದರು. bbox=[1136, 1208, 1313, 1281]
cricket-stadium-photo bbox=[645, 761, 1125, 1031]
body-paragraph: ನಗರದ ಸರ್ಕಾರಿ ಬಾಲಕರ ಪದವಿ ಪೂರ್ವ ಕಾಲೇಜಿನಲ್ಲಿ ನಡೆದ ಸಮಾರಂಭದಲ್ಲಿ ಅಗ್ನಿವೀರ್ ಆಗಿ ಆಯ್ಕೆಯಾದ 12 ಯುವಕರಿಗೆ ಶಾಲು ಹೊದಿಸಿ, ಕಿಟ್ ನೀಡಿ ಗೌರವಿಸಲಾಯಿತು. bbox=[389, 1963, 655, 2016]
body-paragraph: ಕೃಷಿ ವಿಜ್ಞಾನಿ ಡಾ.ಚಿಕ್ಕಣ್ಣ ಮಾತನಾಡಿ, ಅಲ್ಪ ಮಳೆಯಲ್ಲೂ ಉತ್ತಮ ಇಳುವರಿ ನೀಡುವ ಕೊರಲೆ ಬೆಳೆಯನ್ನು ಬೆಳೆಯಲು ರೈತರು ಮುಂದಾಗಬೇಕು, ಸಿರಿಧಾನ್ಯ ಸೇವನೆ ಆರೋಗ್ಯಕ್ಕೆ ಉತ್ತಮ ಎಂದು ಸಲಹೆ ನೀಡಿದರು. bbox=[9, 1493, 379, 1546]
valmiki-stage-photo bbox=[1136, 125, 1506, 338]
contact-info: Ph: 08152-222325 e-mail: kolarapatrike@gmail.com bbox=[940, 2398, 1305, 2417]
article-cp-yogeshwar-body bbox=[9, 174, 379, 587]
body-paragraph: 2018 ರಿಂದ 2023 ರ ನಡುವೆ ಬದಲಾದ ಸರ್ಕಾರಗಳು ಆಸಕ್ತಿ ತೋರದ ಕಾರಣ ಕ್ರೀಡಾಂಗಣ ನಿರ್ಮಾಣ ನೆನೆಗುದಿಗೆ ಬಿದ್ದಿತ್ತು. ಆದರೆ ಈಗ ಆರ್ಗನೈಸರ್ ಆಗಿದ್ದೇವೆ, ಕೊರತೆ ಇಲ್ಲ, ಸಾವಿರಾರು ಜನ ನೆರೆದು ಕ್ರಿಕೆಟ್ ನೋಡಲು ಅವಕಾಶವಾಗಲಿದೆ. bbox=[645, 1124, 877, 1196]
article-para-sports-headline-line1: ದಿವ್ಯಾಂಗ ಕ್ರೀಡಾಪಟುಗಳ ಶ್ರೇಯೋಭಿವೃದ್ಧಿಗಾಗಿ ಕೋಲಾರ ಜಿಲ್ಲೆಯಲ್ಲಿ bbox=[466, 81, 1048, 113]
body-paragraph: ಗ್ರಾಮೀಣ ಕ್ರೀಡೆಗಳು ಇಂದು ಹೆಚ್ಚು ಪ್ರೋತ್ಸಾಹ ಪಡೆಯುತ್ತಿದ್ದು, ಯುವಕರ ಪ್ರತಿಭೆಗೆ ವೇದಿಕೆಯಾಗಿವೆ. ಗ್ರಾಮೀಣ ಕ್ರೀಡೆಗಳ ಉಳಿವಿಗೆ ಇಂತಹ ಪಂದ್ಯಾವಳಿಗಳು ಅಗತ್ಯ ಎಂದು ನುಡಿದರು. bbox=[1136, 518, 1506, 551]
body-paragraph: ಕೋಲಾರ:- ದೈಹಿಕವಾಗಿ ಸವಾಲು ಎದುರಿಸುವ ಮೂಲಕ ಕ್ರೀಡಾಸಕ್ತಿ ಹೊಂದಿರುವ ವಿಕಲಚೇತನ ಕ್ರೀಡಾಪಟುಗಳ ಶ್ರೇಯೋಭಿವೃದ್ಧಿಗೆ ಹಾಗೂ ಅಂತರಾಷ್ಟ್ರೀಯ ಮಟ್ಟದಲ್ಲಿ ಅವಕಾಶ ಕಲ್ಪಿಸುವ ನಿಟ್ಟಿನಲ್ಲಿ ದಿವ್ಯಾಂಗರಿಗಾಗಿ ಜಿಲ್ಲಾ ಪ್ಯಾರಾ ಸ್ಪೋರ್ಟ್ಸ್ ಅಸೋಸಿಯೇಷನ್ ಪ್ರಾರಂಭಿಸಲಾಗಿದೆ ಎಂದು ಅಸೋಸಿಯೇಷನ್ ಅಧ್ಯಕ್ಷ ಕೆ.ಜಯದೇವ್ ತಿಳಿಸಿದರು. bbox=[389, 161, 621, 272]
body-paragraph: ಚನ್ನಪಟ್ಟಣದಲ್ಲಿ ಬಿಜೆಪಿಯಿಂದ ಅಭ್ಯರ್ಥಿ ವಾಗುವ ಇಂಗಿತ ಅವರಲ್ಲಿ ಇದ್ದಿದ್ದು ಇದೆ. ಇಂತಹ ಅನೇಕಾನೇಕ ಬಂಧನ ಅನುಕಂಪಗಳ ನಡುವೆಯೂ ಅವರು ರಾಜಕೀಯ ಕಾರಣಕ್ಕೆ ಕಾಂಗ್ರೆಸ್ ಪಕ್ಷಕ್ಕೆ ಸೇರಿರಬಹುದು, ಸಿಹಿ-ಕಹಿ ನಿರ್ಧಾರ ಮಾಡಿದ್ದಾರೆ ಎಂದು ತಿಳಿಸಿದರು. bbox=[9, 380, 379, 434]
college-signboard-text: ಸರ್ಕಾರಿ ಬಾಲಕರ ಪದವಿ ಪೂರ್ವ ಕಾಲೇಜು bbox=[784, 1914, 1041, 1936]
body-paragraph: ಕೋಲಾರ:- ಜಿಲ್ಲಾಡಳಿತ, ಜನಪ್ರತಿನಿಧಿಗಳನ್ನು ವಿಶ್ವಾಸಕ್ಕೆ ತೆಗೆದುಕೊಳ್ಳದೇ ಅಂತರರಾಷ್ಟ್ರೀಯ ಮಟ್ಟದ ಪ್ರತಿಷ್ಠಿತ ಕ್ರಿಕೆಟ್ ಕ್ರೀಡಾಂಗಣ ಕಾಮಗಾರಿಗೆ ಗುದ್ದಲಿ ಪೂಜೆ ನಡೆಸಲು ಕೆಲವರು ಮುಂದಾಗಿ ಅನಾವಶ್ಯಕ ಸೃಷ್ಟಿಗೆ ಕಾರಣರಾಗಿದ್ದಾರೆ. bbox=[389, 763, 621, 836]
